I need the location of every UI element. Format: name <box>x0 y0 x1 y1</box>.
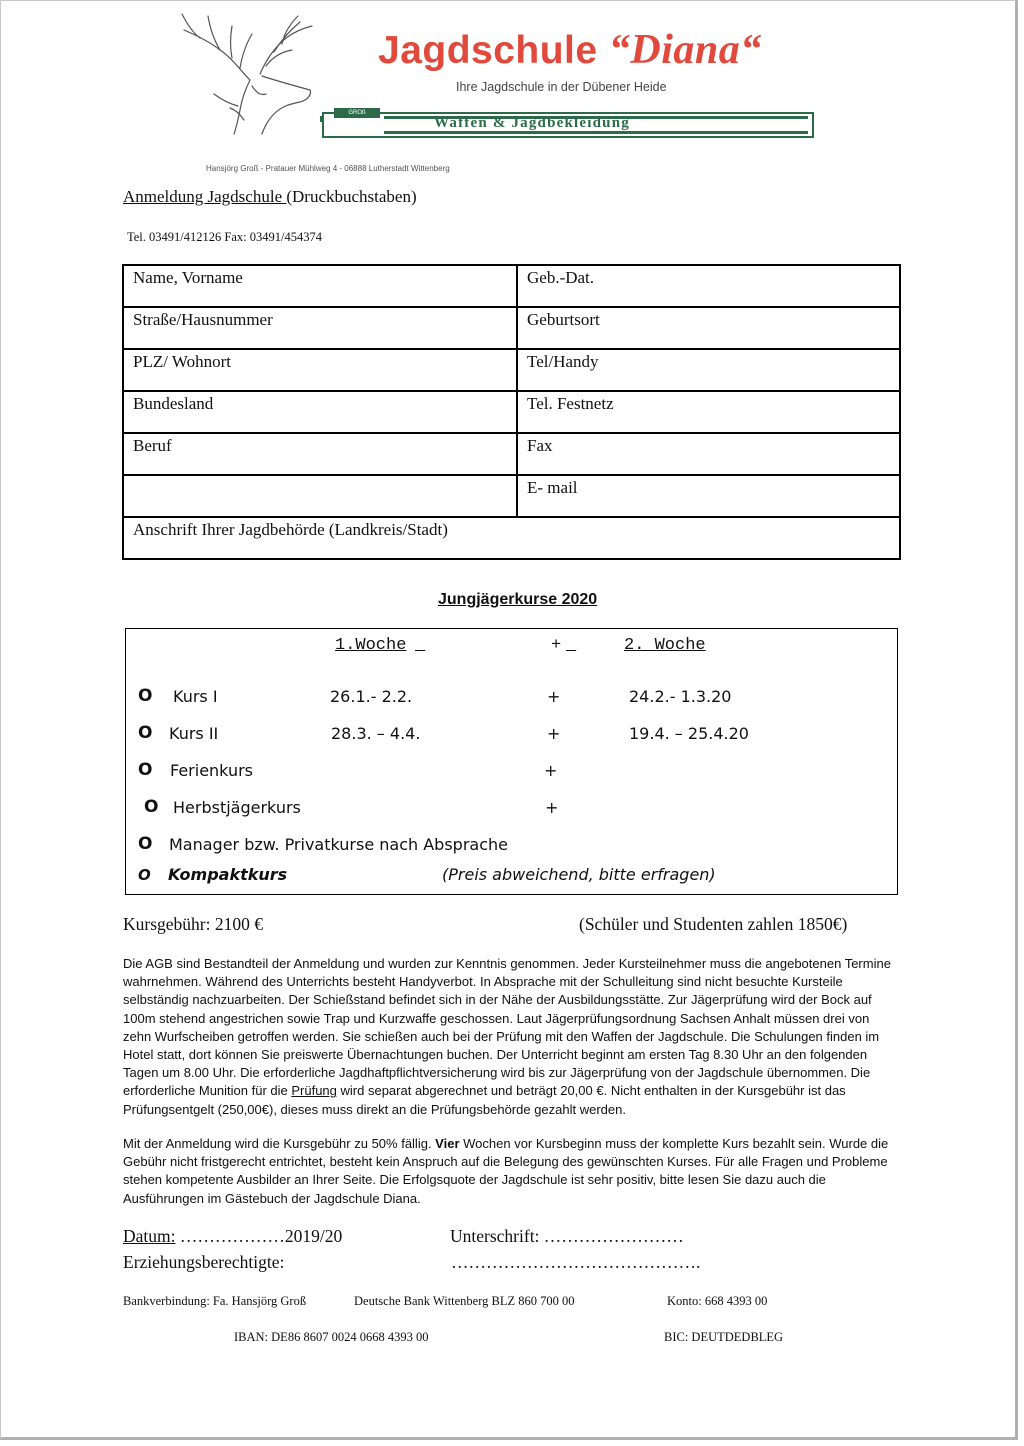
course-checkbox-manager[interactable]: O <box>138 834 153 854</box>
course-week2-kurs2: 19.4. – 25.4.20 <box>629 724 749 743</box>
course-name-kompakt: Kompaktkurs <box>168 865 288 884</box>
field-zip-city[interactable]: PLZ/ Wohnort <box>133 352 231 371</box>
course-box <box>125 628 898 895</box>
week1-header: 1.Woche <box>335 636 407 655</box>
course-name-manager: Manager bzw. Privatkurse nach Absprache <box>169 835 508 854</box>
address-line: Hansjörg Groß - Pratauer Mühlweg 4 - 06888 Lutherstadt Wittenberg <box>206 164 450 173</box>
form-title: Anmeldung Jagdschule (Druckbuchstaben) <box>123 187 417 206</box>
guardian-label: Erziehungsberechtigte: <box>123 1252 285 1272</box>
week-underline-gap-2 <box>566 636 626 655</box>
bank-label: Bankverbindung: Fa. Hansjörg Groß <box>123 1294 307 1308</box>
brand-subtitle: Ihre Jagdschule in der Dübener Heide <box>456 80 667 94</box>
signature-field[interactable]: Unterschrift: …………………… <box>450 1226 684 1246</box>
banner-badge: GROß <box>334 108 380 118</box>
brand-script-name: “Diana“ <box>608 27 762 73</box>
course-plus-kurs2: + <box>547 724 561 743</box>
terms-underlined-word: Prüfung <box>291 1083 337 1099</box>
banner-text: Waffen & Jagdbekleidung <box>434 115 630 131</box>
course-name-kurs2: Kurs II <box>169 724 219 743</box>
deer-logo-icon <box>170 10 320 135</box>
field-fax[interactable]: Fax <box>527 436 553 455</box>
bank-iban: IBAN: DE86 8607 0024 0668 4393 00 <box>234 1330 429 1344</box>
form-title-note: (Druckbuchstaben) <box>286 187 417 206</box>
terms-paragraph-1: Die AGB sind Bestandteil der Anmeldung und wurden zur Kenntnis genommen. Jeder Kursteilnehmer muss die angebotenen Termine wahrnehmen. Während des Unterrichts besteht Handyverbot. In Absprache mit der Schulleitung sind nicht besuchte Kursteile selbständig nachzuarbeiten. Der Schießstand befindet sich in der Nähe der Ausbildungsstätte. Zur Jägerprüfung wird der Bock auf 100m stehend angestrichen sowie Trap und Kurzwaffe geschossen. Laut Jägerprüfungsordnung Sachsen Anhalt müssen drei von zehn Wurfscheiben getroffen werden. Sie schießen auch bei der Prüfung mit den Waffen der Jagdschule. Die Schulungen finden im Hotel statt, dort können Sie preiswerte Übernachtungen buchen. Der Unterricht beginnt am ersten Tag 8.30 Uhr an den folgenden Tagen um 8.00 Uhr. Die erforderliche Jagdhaftpflichtversicherung wird bis zur Jägerprüfung von der Jagdschule übernommen. Die erforderliche Munition für die Prüfung wird separat abgerechnet und beträgt 20,00 €. Nicht enthalten in der Kursgebühr ist das Prüfungsentgelt (250,00€), dieses muss direkt an die Prüfungsbehörde gezahlt werden. <box>123 956 891 1117</box>
contact-line: Tel. 03491/412126 Fax: 03491/454374 <box>127 230 322 244</box>
shop-banner <box>322 112 814 138</box>
course-plus-herbst: + <box>545 798 559 817</box>
course-fee-note: (Schüler und Studenten zahlen 1850€) <box>579 914 848 934</box>
course-checkbox-kurs2[interactable]: O <box>138 723 153 743</box>
course-plus-kurs1: + <box>547 687 561 706</box>
plus-header: + <box>551 636 562 655</box>
course-checkbox-kurs1[interactable]: O <box>138 686 153 706</box>
course-checkbox-kompakt[interactable]: O <box>138 866 151 884</box>
course-note-kompakt: (Preis abweichend, bitte erfragen) <box>442 865 716 884</box>
date-field[interactable] <box>123 1226 342 1247</box>
field-landline[interactable]: Tel. Festnetz <box>527 394 614 413</box>
terms-paragraph-2: Mit der Anmeldung wird die Kursgebühr zu 50% fällig. Vier Wochen vor Kursbeginn muss der komplette Kurs bezahlt sein. Wurde die Gebühr nicht fristgerecht entrichtet, besteht kein Anspruch auf die Belegung des gewünschten Kurses. Für alle Fragen und Probleme stehen kompetente Ausbilder an Ihrer Seite. Die Erfolgsquote der Jagdschule ist sehr positiv, bitte lesen Sie dazu auch die Ausführungen im Gästebuch der Jagdschule Diana. <box>123 1136 889 1206</box>
date-label: Datum: <box>123 1226 176 1246</box>
course-week2-kurs1: 24.2.- 1.3.20 <box>629 687 732 706</box>
course-name-kurs1: Kurs I <box>173 687 218 706</box>
course-fee: Kursgebühr: 2100 € <box>123 914 263 934</box>
field-hunting-authority[interactable]: Anschrift Ihrer Jagdbehörde (Landkreis/Stadt) <box>133 520 448 539</box>
course-week1-kurs2: 28.3. – 4.4. <box>331 724 421 743</box>
course-heading: Jungjägerkurse 2020 <box>438 591 598 608</box>
course-checkbox-herbst[interactable]: O <box>144 797 159 817</box>
guardian-signature-line[interactable]: ……………………………………. <box>451 1252 701 1272</box>
week-underline-gap <box>415 636 555 655</box>
course-week1-kurs1: 26.1.- 2.2. <box>330 687 413 706</box>
terms-bold-word: Vier <box>435 1136 460 1151</box>
registration-table <box>122 264 901 560</box>
field-profession[interactable]: Beruf <box>133 436 172 455</box>
field-email[interactable]: E- mail <box>527 478 578 497</box>
week2-header: 2. Woche <box>624 636 706 655</box>
brand-title: Jagdschule “Diana“ <box>378 27 762 73</box>
course-plus-ferienkurs: + <box>544 761 558 780</box>
field-name[interactable]: Name, Vorname <box>133 268 243 287</box>
course-name-herbst: Herbstjägerkurs <box>173 798 301 817</box>
field-state[interactable]: Bundesland <box>133 394 214 413</box>
bank-account: Konto: 668 4393 00 <box>667 1294 768 1308</box>
bank-bic: BIC: DEUTDEDBLEG <box>664 1330 784 1344</box>
field-mobile[interactable]: Tel/Handy <box>527 352 599 371</box>
date-value: ………………2019/20 <box>175 1226 343 1246</box>
field-birthdate[interactable]: Geb.-Dat. <box>527 268 595 287</box>
field-birthplace[interactable]: Geburtsort <box>527 310 600 329</box>
course-name-ferienkurs: Ferienkurs <box>170 761 254 780</box>
course-checkbox-ferienkurs[interactable]: O <box>138 760 153 780</box>
field-street[interactable]: Straße/Hausnummer <box>133 310 273 329</box>
field-empty[interactable] <box>124 476 516 516</box>
bank-name: Deutsche Bank Wittenberg BLZ 860 700 00 <box>354 1294 575 1308</box>
